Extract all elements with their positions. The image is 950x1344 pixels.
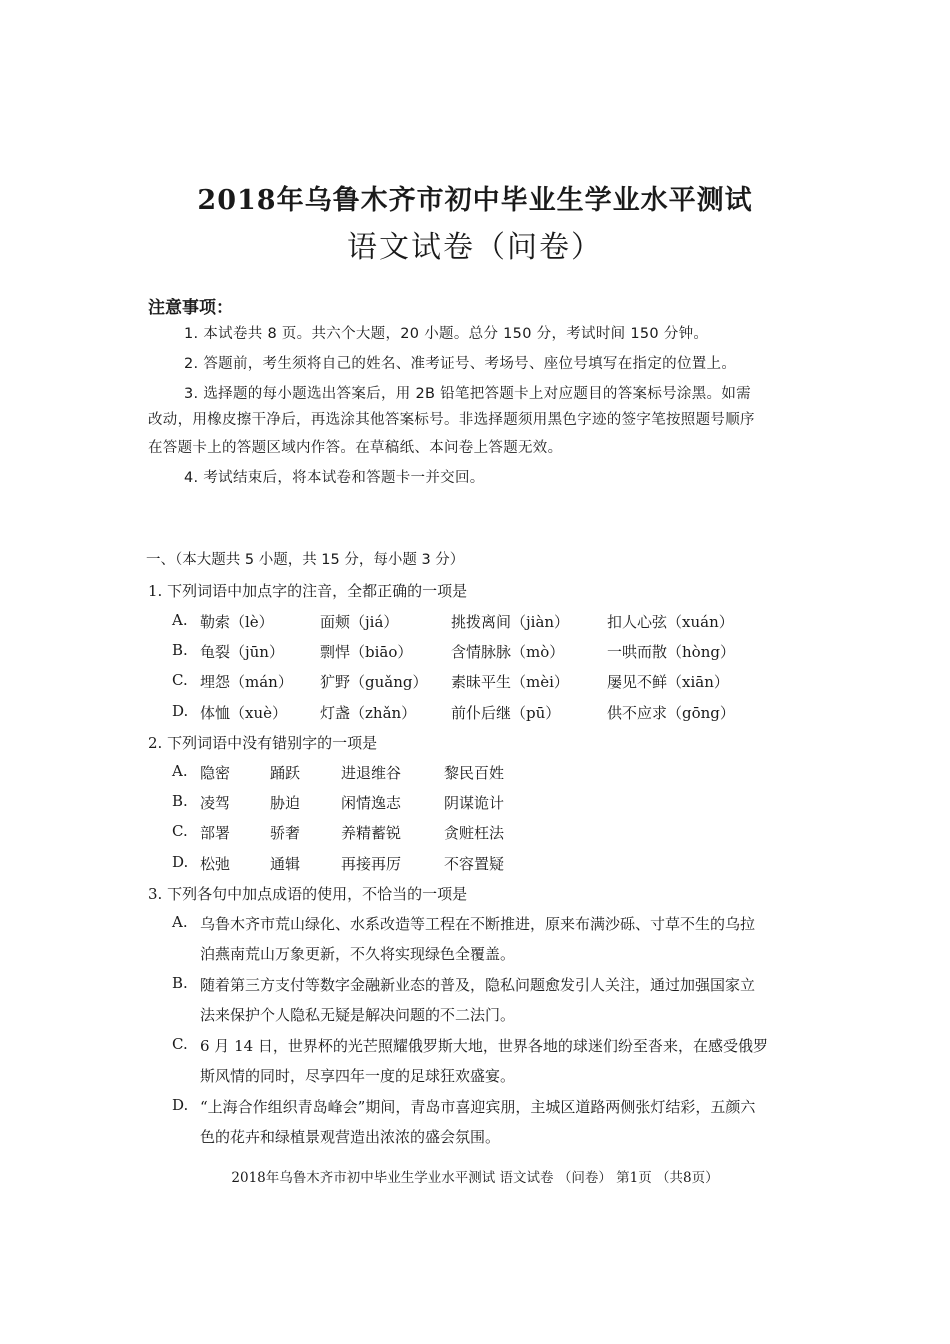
- exam-subtitle: 语文试卷（问卷）: [347, 230, 603, 265]
- option-item: 隐密: [200, 764, 231, 782]
- option-label: A.: [172, 611, 188, 629]
- option-label: C.: [172, 671, 188, 689]
- option-item: 剽悍（biāo）: [320, 643, 413, 661]
- option-item: 进退维谷: [341, 764, 402, 782]
- option-item: 通辑: [270, 855, 301, 873]
- question-1-stem: 1. 下列词语中加点字的注音，全都正确的一项是: [148, 582, 468, 600]
- option-item: 胁迫: [270, 794, 301, 812]
- option-label: B.: [172, 792, 188, 810]
- option-item: 一哄而散（hòng）: [607, 643, 735, 661]
- option-item: 骄奢: [270, 824, 301, 842]
- option-item: 不容置疑: [444, 855, 505, 873]
- option-label: C.: [172, 1035, 188, 1053]
- option-item: 龟裂（jūn）: [200, 643, 284, 661]
- option-item: 面颊（jiá）: [320, 613, 399, 631]
- option-item: 前仆后继（pū）: [451, 704, 561, 722]
- option-text-line: 乌鲁木齐市荒山绿化、水系改造等工程在不断推进，原来布满沙砾、寸草不生的乌拉: [200, 915, 756, 933]
- option-item: 黎民百姓: [444, 764, 505, 782]
- option-item: 灯盏（zhǎn）: [320, 704, 417, 722]
- option-item: 素昧平生（mèi）: [451, 673, 569, 691]
- option-item: 犷野（guǎng）: [320, 673, 428, 691]
- notice-line: 1. 本试卷共 8 页。共六个大题，20 小题。总分 150 分，考试时间 150 分钟。: [184, 326, 709, 342]
- option-item: 凌驾: [200, 794, 231, 812]
- option-item: 贪赃枉法: [444, 824, 505, 842]
- option-item: 体恤（xuè）: [200, 704, 287, 722]
- option-label: A.: [172, 913, 188, 931]
- exam-title: 2018年乌鲁木齐市初中毕业生学业水平测试: [197, 185, 753, 216]
- option-item: 部署: [200, 824, 231, 842]
- option-item: 勒索（lè）: [200, 613, 274, 631]
- page-footer: 2018年乌鲁木齐市初中毕业生学业水平测试 语文试卷 （问卷） 第1页 （共8页）: [231, 1170, 719, 1186]
- option-text-line: 随着第三方支付等数字金融新业态的普及，隐私问题愈发引人关注，通过加强国家立: [200, 976, 756, 994]
- option-label: D.: [172, 853, 189, 871]
- section-heading: 一、（本大题共 5 小题，共 15 分，每小题 3 分）: [146, 552, 465, 568]
- option-item: 阴谋诡计: [444, 794, 505, 812]
- notice-heading: 注意事项：: [148, 298, 233, 318]
- option-text-line: 斯风情的同时，尽享四年一度的足球狂欢盛宴。: [200, 1067, 516, 1085]
- option-item: 踊跃: [270, 764, 301, 782]
- option-item: 含情脉脉（mò）: [451, 643, 565, 661]
- option-text-line: 6 月 14 日，世界杯的光芒照耀俄罗斯大地，世界各地的球迷们纷至沓来，在感受俄罗: [200, 1037, 768, 1055]
- question-2-stem: 2. 下列词语中没有错别字的一项是: [148, 734, 378, 752]
- option-text-line: 法来保护个人隐私无疑是解决问题的不二法门。: [200, 1006, 516, 1024]
- option-item: 屡见不鲜（xiān）: [607, 673, 729, 691]
- notice-line: 改动，用橡皮擦干净后，再选涂其他答案标号。非选择题须用黑色字迹的签字笔按照题号顺序: [148, 412, 755, 428]
- option-item: 再接再厉: [341, 855, 402, 873]
- option-item: 养精蓄锐: [341, 824, 402, 842]
- option-label: D.: [172, 702, 189, 720]
- notice-line: 在答题卡上的答题区域内作答。在草稿纸、本问卷上答题无效。: [148, 440, 563, 456]
- option-label: D.: [172, 1096, 189, 1114]
- notice-line: 2. 答题前，考生须将自己的姓名、准考证号、考场号、座位号填写在指定的位置上。: [184, 356, 737, 372]
- option-label: A.: [172, 762, 188, 780]
- option-label: B.: [172, 974, 188, 992]
- option-item: 供不应求（gōng）: [607, 704, 735, 722]
- option-item: 扣人心弦（xuán）: [607, 613, 734, 631]
- option-label: B.: [172, 641, 188, 659]
- option-text-line: 色的花卉和绿植景观营造出浓浓的盛会氛围。: [200, 1128, 501, 1146]
- notice-line: 4. 考试结束后，将本试卷和答题卡一并交回。: [184, 470, 485, 486]
- option-item: 闲情逸志: [341, 794, 402, 812]
- notice-line: 3. 选择题的每小题选出答案后，用 2B 铅笔把答题卡上对应题目的答案标号涂黑。如需: [184, 386, 751, 402]
- option-label: C.: [172, 822, 188, 840]
- option-text-line: 泊燕南荒山万象更新，不久将实现绿色全覆盖。: [200, 945, 516, 963]
- option-item: 挑拨离间（jiàn）: [451, 613, 570, 631]
- option-item: 埋怨（mán）: [200, 673, 293, 691]
- question-3-stem: 3. 下列各句中加点成语的使用，不恰当的一项是: [148, 885, 468, 903]
- option-text-line: “上海合作组织青岛峰会”期间，青岛市喜迎宾朋，主城区道路两侧张灯结彩，五颜六: [200, 1098, 756, 1116]
- option-item: 松弛: [200, 855, 231, 873]
